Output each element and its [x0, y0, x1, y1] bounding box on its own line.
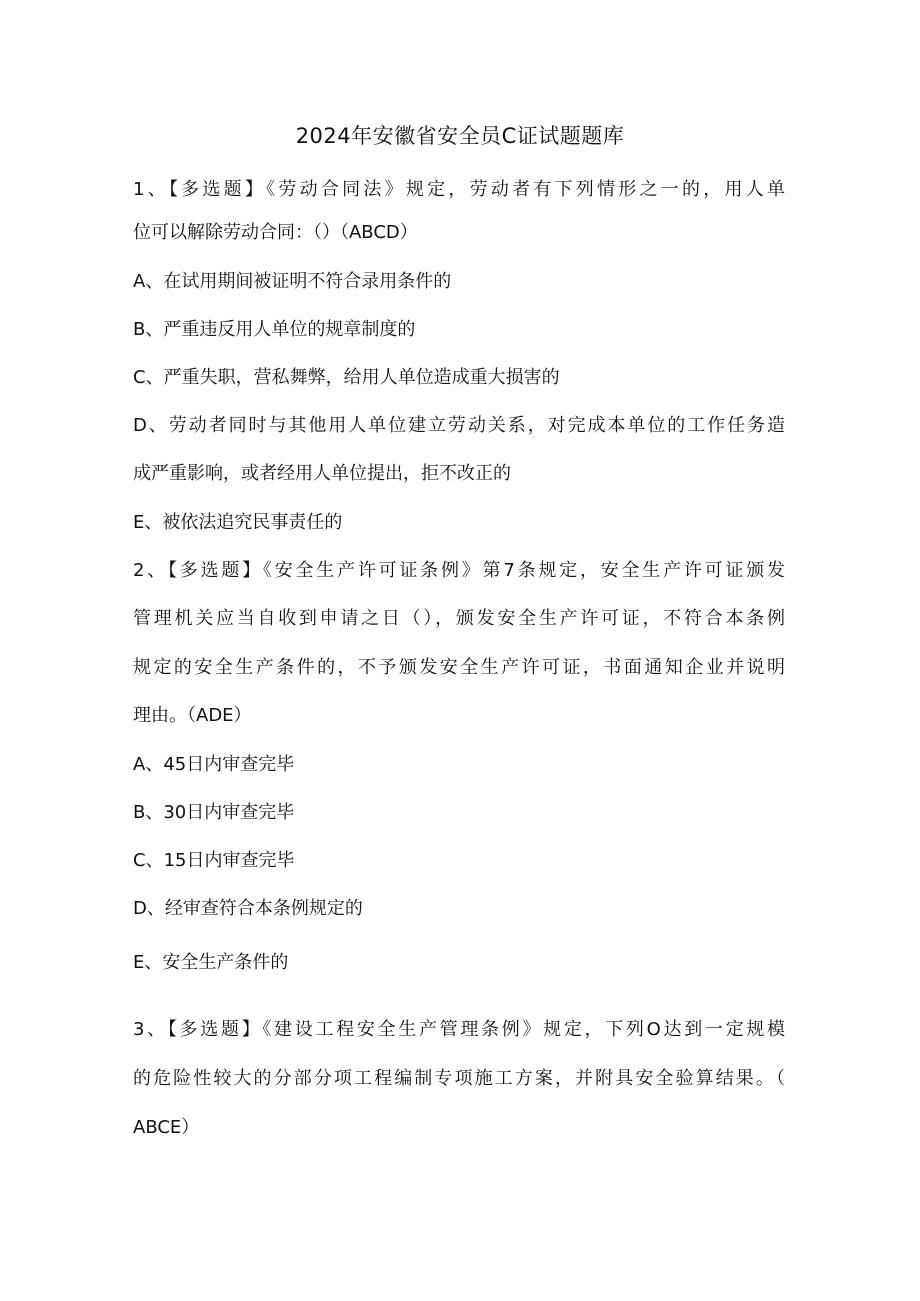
question-2-option-e: E、安全生产条件的	[133, 952, 289, 973]
question-1-option-d-line-1: D、劳动者同时与其他用人单位建立劳动关系，对完成本单位的工作任务造	[133, 415, 785, 436]
question-2-line-1: 2、【多选题】《安全生产许可证条例》第7条规定，安全生产许可证颁发	[133, 560, 785, 581]
question-3-line-3: ABCE）	[133, 1117, 200, 1138]
question-1-option-b: B、严重违反用人单位的规章制度的	[133, 319, 416, 340]
question-2-option-c: C、15日内审查完毕	[133, 850, 295, 871]
question-1-option-a: A、在试用期间被证明不符合录用条件的	[133, 271, 452, 292]
question-1-line-1: 1、【多选题】《劳动合同法》规定，劳动者有下列情形之一的，用人单	[133, 179, 785, 200]
question-1-option-e: E、被依法追究民事责任的	[133, 512, 343, 533]
document-title: 2024年安徽省安全员C证试题题库	[295, 124, 625, 148]
question-2-line-2: 管理机关应当自收到申请之日（），颁发安全生产许可证，不符合本条例	[133, 608, 785, 629]
question-1-option-d-line-2: 成严重影响，或者经用人单位提出，拒不改正的	[133, 463, 511, 484]
question-3-line-1: 3、【多选题】《建设工程安全生产管理条例》规定，下列O达到一定规模	[133, 1019, 785, 1040]
question-1-option-c: C、严重失职，营私舞弊，给用人单位造成重大损害的	[133, 367, 560, 388]
question-3-line-2: 的危险性较大的分部分项工程编制专项施工方案，并附具安全验算结果。（	[133, 1068, 785, 1089]
question-2-line-3: 规定的安全生产条件的，不予颁发安全生产许可证，书面通知企业并说明	[133, 657, 785, 678]
question-2-option-a: A、45日内审查完毕	[133, 754, 295, 775]
question-2-option-b: B、30日内审查完毕	[133, 802, 295, 823]
question-2-option-d: D、经审查符合本条例规定的	[133, 898, 363, 919]
question-1-line-2: 位可以解除劳动合同：（）（ABCD）	[133, 222, 418, 243]
question-2-line-4: 理由。（ADE）	[133, 705, 252, 726]
